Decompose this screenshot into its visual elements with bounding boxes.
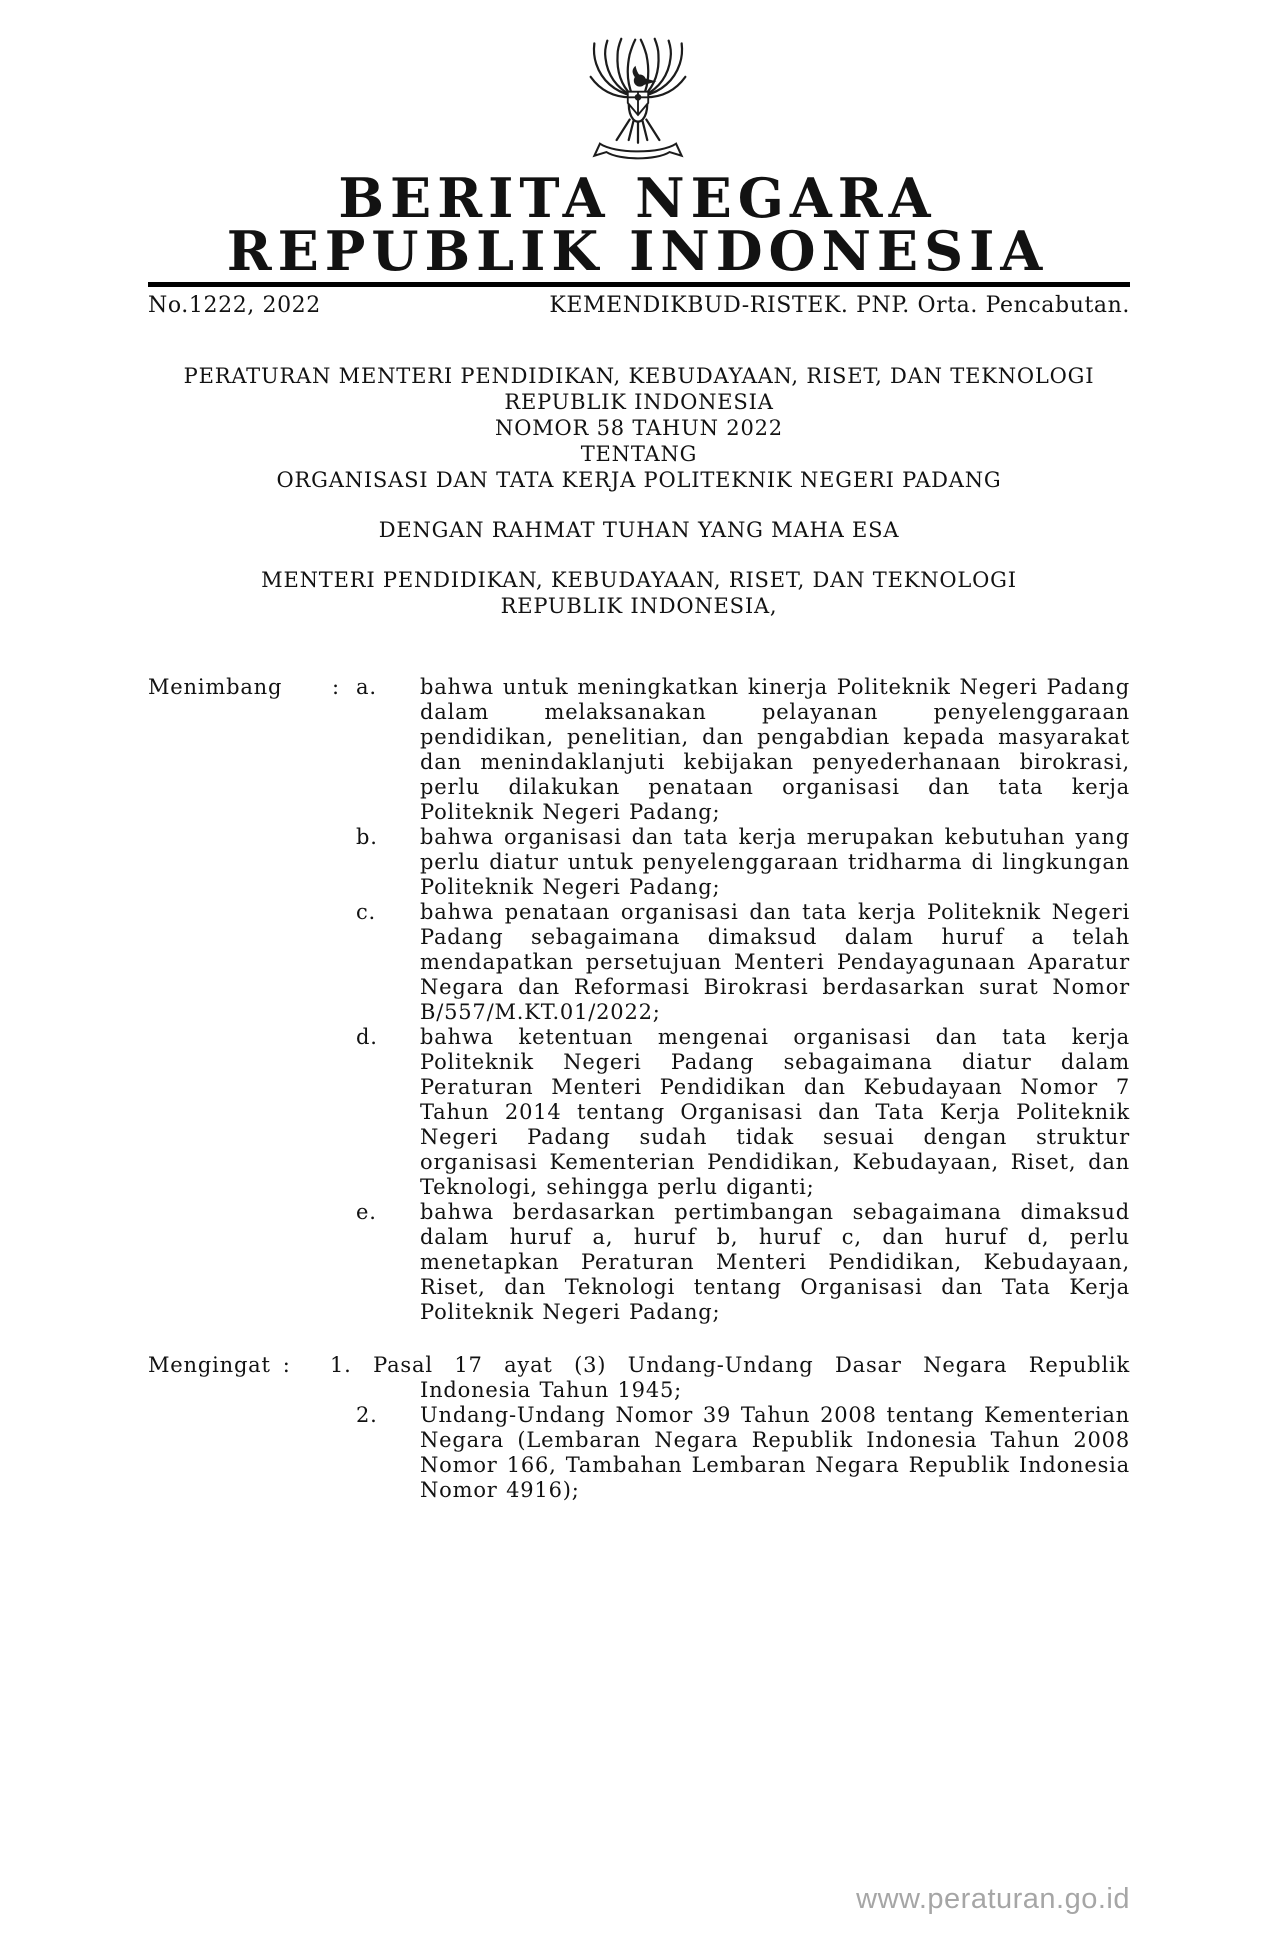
legal-basis-section xyxy=(148,1353,1130,1503)
regulation-title-line: NOMOR 58 TAHUN 2022 xyxy=(495,416,783,440)
peraturan-watermark: www.peraturan.go.id xyxy=(856,1883,1130,1915)
item-text: Undang-Undang Nomor 39 Tahun 2008 tentang Kementerian Negara (Lembaran Negara Republik Indonesia Tahun 2008 Nomor 166, Tambahan Lembaran Negara Republik Indonesia Nomor 4916); xyxy=(420,1403,1130,1502)
regulation-title-line: TENTANG xyxy=(580,442,698,466)
item-text: bahwa organisasi dan tata kerja merupakan kebutuhan yang perlu diatur untuk penyelenggaraan tridharma di lingkungan Politeknik Negeri Padang; xyxy=(420,825,1130,899)
authority-line: REPUBLIK INDONESIA, xyxy=(500,594,778,618)
masthead-title-line2: REPUBLIK INDONESIA xyxy=(226,219,1049,283)
regulation-title-line: ORGANISASI DAN TATA KERJA POLITEKNIK NEGERI PADANG xyxy=(276,468,1002,492)
authority-line: MENTERI PENDIDIKAN, KEBUDAYAAN, RISET, DAN TEKNOLOGI xyxy=(261,568,1017,592)
legal-basis-label: Mengingat : xyxy=(148,1353,291,1377)
item-text: bahwa ketentuan mengenai organisasi dan tata kerja Politeknik Negeri Padang sebagaimana diatur dalam Peraturan Menteri Pendidikan dan Kebudayaan Nomor 7 Tahun 2014 tentang Organisasi dan Tata Kerja Politeknik Negeri Padang sudah tidak sesuai dengan struktur organisasi Kementerian Pendidikan, Kebudayaan, Riset, dan Teknologi, sehingga perlu diganti; xyxy=(420,1025,1130,1199)
item-marker: b. xyxy=(356,825,378,849)
item-marker: e. xyxy=(356,1200,377,1224)
issue-number: No.1222, 2022 xyxy=(148,293,321,318)
issue-subject: KEMENDIKBUD-RISTEK. PNP. Orta. Pencabutan. xyxy=(549,293,1130,318)
item-text: bahwa penataan organisasi dan tata kerja Politeknik Negeri Padang sebagaimana dimaksud dalam huruf a telah mendapatkan persetujuan Menteri Pendayagunaan Aparatur Negara dan Reformasi Birokrasi berdasarkan surat Nomor B/557/M.KT.01/2022; xyxy=(420,900,1130,1024)
consideration-colon: : xyxy=(332,675,340,699)
garuda-pancasila-emblem xyxy=(568,36,708,166)
item-marker: a. xyxy=(356,675,377,699)
consideration-item xyxy=(356,1200,1130,1325)
consideration-item xyxy=(356,900,1130,1025)
heading-spacer xyxy=(148,493,1130,517)
consideration-item xyxy=(356,1025,1130,1200)
regulation-title-line: REPUBLIK INDONESIA xyxy=(504,390,774,414)
masthead-title-line1: BERITA NEGARA xyxy=(338,166,937,230)
invocation-line: DENGAN RAHMAT TUHAN YANG MAHA ESA xyxy=(378,518,900,542)
item-marker: 2. xyxy=(356,1403,378,1427)
consideration-items xyxy=(356,675,1130,1325)
item-marker: d. xyxy=(356,1025,378,1049)
item-text: Pasal 17 ayat (3) Undang-Undang Dasar Negara Republik Indonesia Tahun 1945; xyxy=(373,1353,1130,1402)
heading-spacer xyxy=(148,543,1130,567)
consideration-item xyxy=(356,675,1130,825)
item-text: bahwa untuk meningkatkan kinerja Politeknik Negeri Padang dalam melaksanakan pelayanan penyelenggaraan pendidikan, penelitian, dan pengabdian kepada masyarakat dan menindaklanjuti kebijakan penyederhanaan birokrasi, perlu dilakukan penataan organisasi dan tata kerja Politeknik Negeri Padang; xyxy=(420,675,1130,824)
item-marker: c. xyxy=(356,900,377,924)
regulation-heading xyxy=(148,363,1130,619)
consideration-label: Menimbang xyxy=(148,675,283,699)
regulation-title-line: PERATURAN MENTERI PENDIDIKAN, KEBUDAYAAN, RISET, DAN TEKNOLOGI xyxy=(183,364,1095,388)
legal-basis-item xyxy=(330,1403,1130,1503)
legal-basis-colon: : xyxy=(282,1353,291,1377)
regulation-body xyxy=(148,675,1130,1503)
consideration-section xyxy=(148,675,1130,1325)
consideration-item xyxy=(356,825,1130,900)
masthead-title xyxy=(0,166,1275,283)
legal-basis-items xyxy=(330,1353,1130,1503)
issue-meta-row xyxy=(148,293,1130,319)
legal-basis-item xyxy=(330,1353,1130,1403)
item-marker: 1. xyxy=(330,1353,352,1377)
item-text: bahwa berdasarkan pertimbangan sebagaimana dimaksud dalam huruf a, huruf b, huruf c, dan huruf d, perlu menetapkan Peraturan Menteri Pendidikan, Kebudayaan, Riset, dan Teknologi tentang Organisasi dan Tata Kerja Politeknik Negeri Padang; xyxy=(420,1200,1130,1324)
